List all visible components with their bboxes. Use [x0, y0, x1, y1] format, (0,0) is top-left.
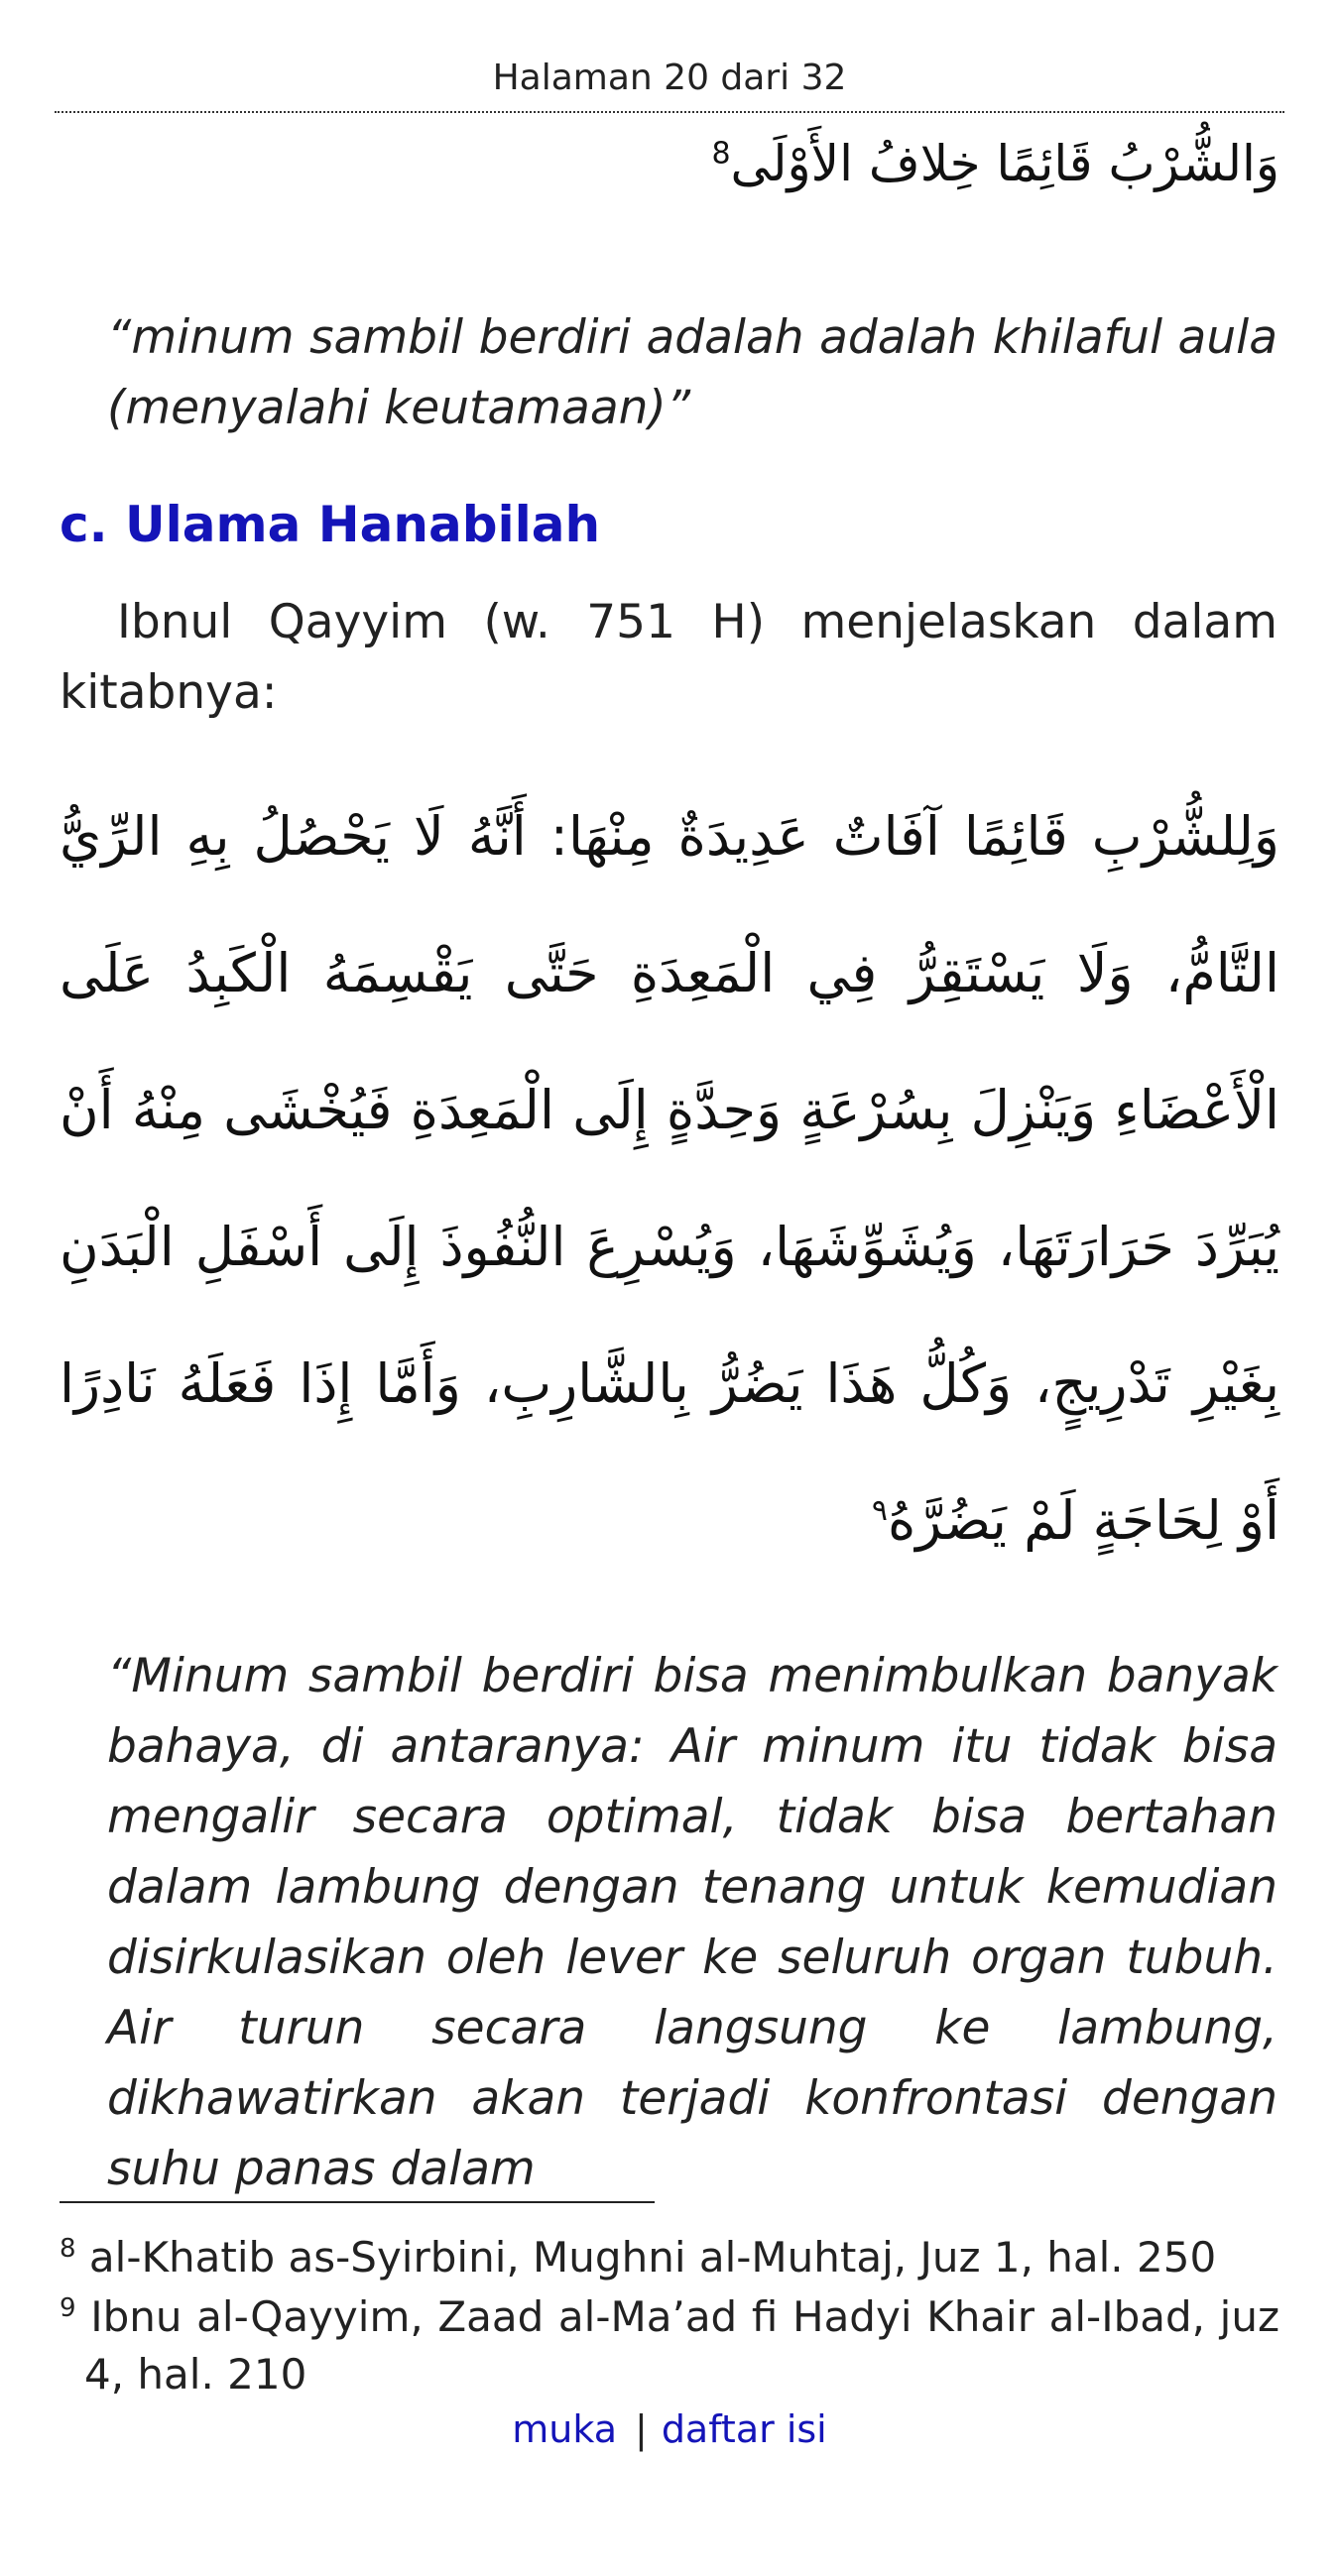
- page-navigation: [0, 2407, 1339, 2451]
- translation-ibnul-qayyim: “Minum sambil berdiri bisa menimbulkan banyak bahaya, di antaranya: Air minum itu tidak bisa mengalir secara optimal, tidak bisa bertahan dalam lambung dengan tenang untuk kemudian disirkulasikan oleh lever ke seluruh organ tubuh. Air turun secara langsung ke lambung, dikhawatirkan akan terjadi konfrontasi dengan suhu panas dalam: [107, 1649, 1278, 2196]
- footnote-number: 8: [60, 2234, 76, 2264]
- footnote-9: [60, 2288, 1279, 2403]
- footnote-8: [60, 2229, 1279, 2286]
- arabic-quote-text: وَلِلشُّرْبِ قَائِمًا آفَاتٌ عَدِيدَةٌ مِنْهَا: أَنَّهُ لَا يَحْصُلُ بِهِ الرِّيُّ التَّامُّ، وَلَا يَسْتَقِرُّ فِي الْمَعِدَةِ حَتَّى يَقْسِمَهُ الْكَبِدُ عَلَى الْأَعْضَاءِ وَيَنْزِلَ بِسُرْعَةٍ وَحِدَّةٍ إِلَى الْمَعِدَةِ فَيُخْشَى مِنْهُ أَنْ يُبَرِّدَ حَرَارَتَهَا، وَيُشَوِّشَهَا، وَيُسْرِعَ النُّفُوذَ إِلَى أَسْفَلِ الْبَدَنِ بِغَيْرِ تَدْرِيجٍ، وَكُلُّ هَذَا يَضُرُّ بِالشَّارِبِ، وَأَمَّا إِذَا فَعَلَهُ نَادِرًا أَوْ لِحَاجَةٍ لَمْ يَضُرَّهُ: [60, 805, 1279, 1552]
- intro-paragraph: Ibnul Qayyim (w. 751 H) menjelaskan dalam kitabnya:: [60, 595, 1278, 720]
- footnote-ref-8: 8: [711, 136, 731, 172]
- footnote-divider: [60, 2201, 655, 2203]
- arabic-quote-syirbini: [555, 124, 1279, 203]
- footnote-number: 9: [60, 2293, 76, 2323]
- front-page-link[interactable]: muka: [512, 2407, 617, 2451]
- footnote-text: Ibnu al-Qayyim, Zaad al-Ma’ad fi Hadyi Khair al-Ibad, juz 4, hal. 210: [84, 2292, 1279, 2399]
- footnote-text: al-Khatib as-Syirbini, Mughni al-Muhtaj, Juz 1, hal. 250: [88, 2233, 1217, 2282]
- arabic-quote-ibnul-qayyim: [60, 768, 1279, 1589]
- table-of-contents-link[interactable]: daftar isi: [661, 2407, 827, 2451]
- translation-syirbini: “minum sambil berdiri adalah adalah khilaful aula (menyalahi keutamaan)”: [107, 310, 1278, 435]
- footnote-ref-9: ٩: [871, 1493, 888, 1528]
- nav-separator: |: [635, 2407, 648, 2451]
- section-heading-hanabilah: c. Ulama Hanabilah: [60, 496, 601, 553]
- page-indicator: Halaman 20 dari 32: [492, 58, 847, 98]
- header-divider: [55, 111, 1284, 113]
- arabic-quote-text: وَالشُّرْبُ قَائِمًا خِلافُ الأَوْلَى: [730, 135, 1279, 192]
